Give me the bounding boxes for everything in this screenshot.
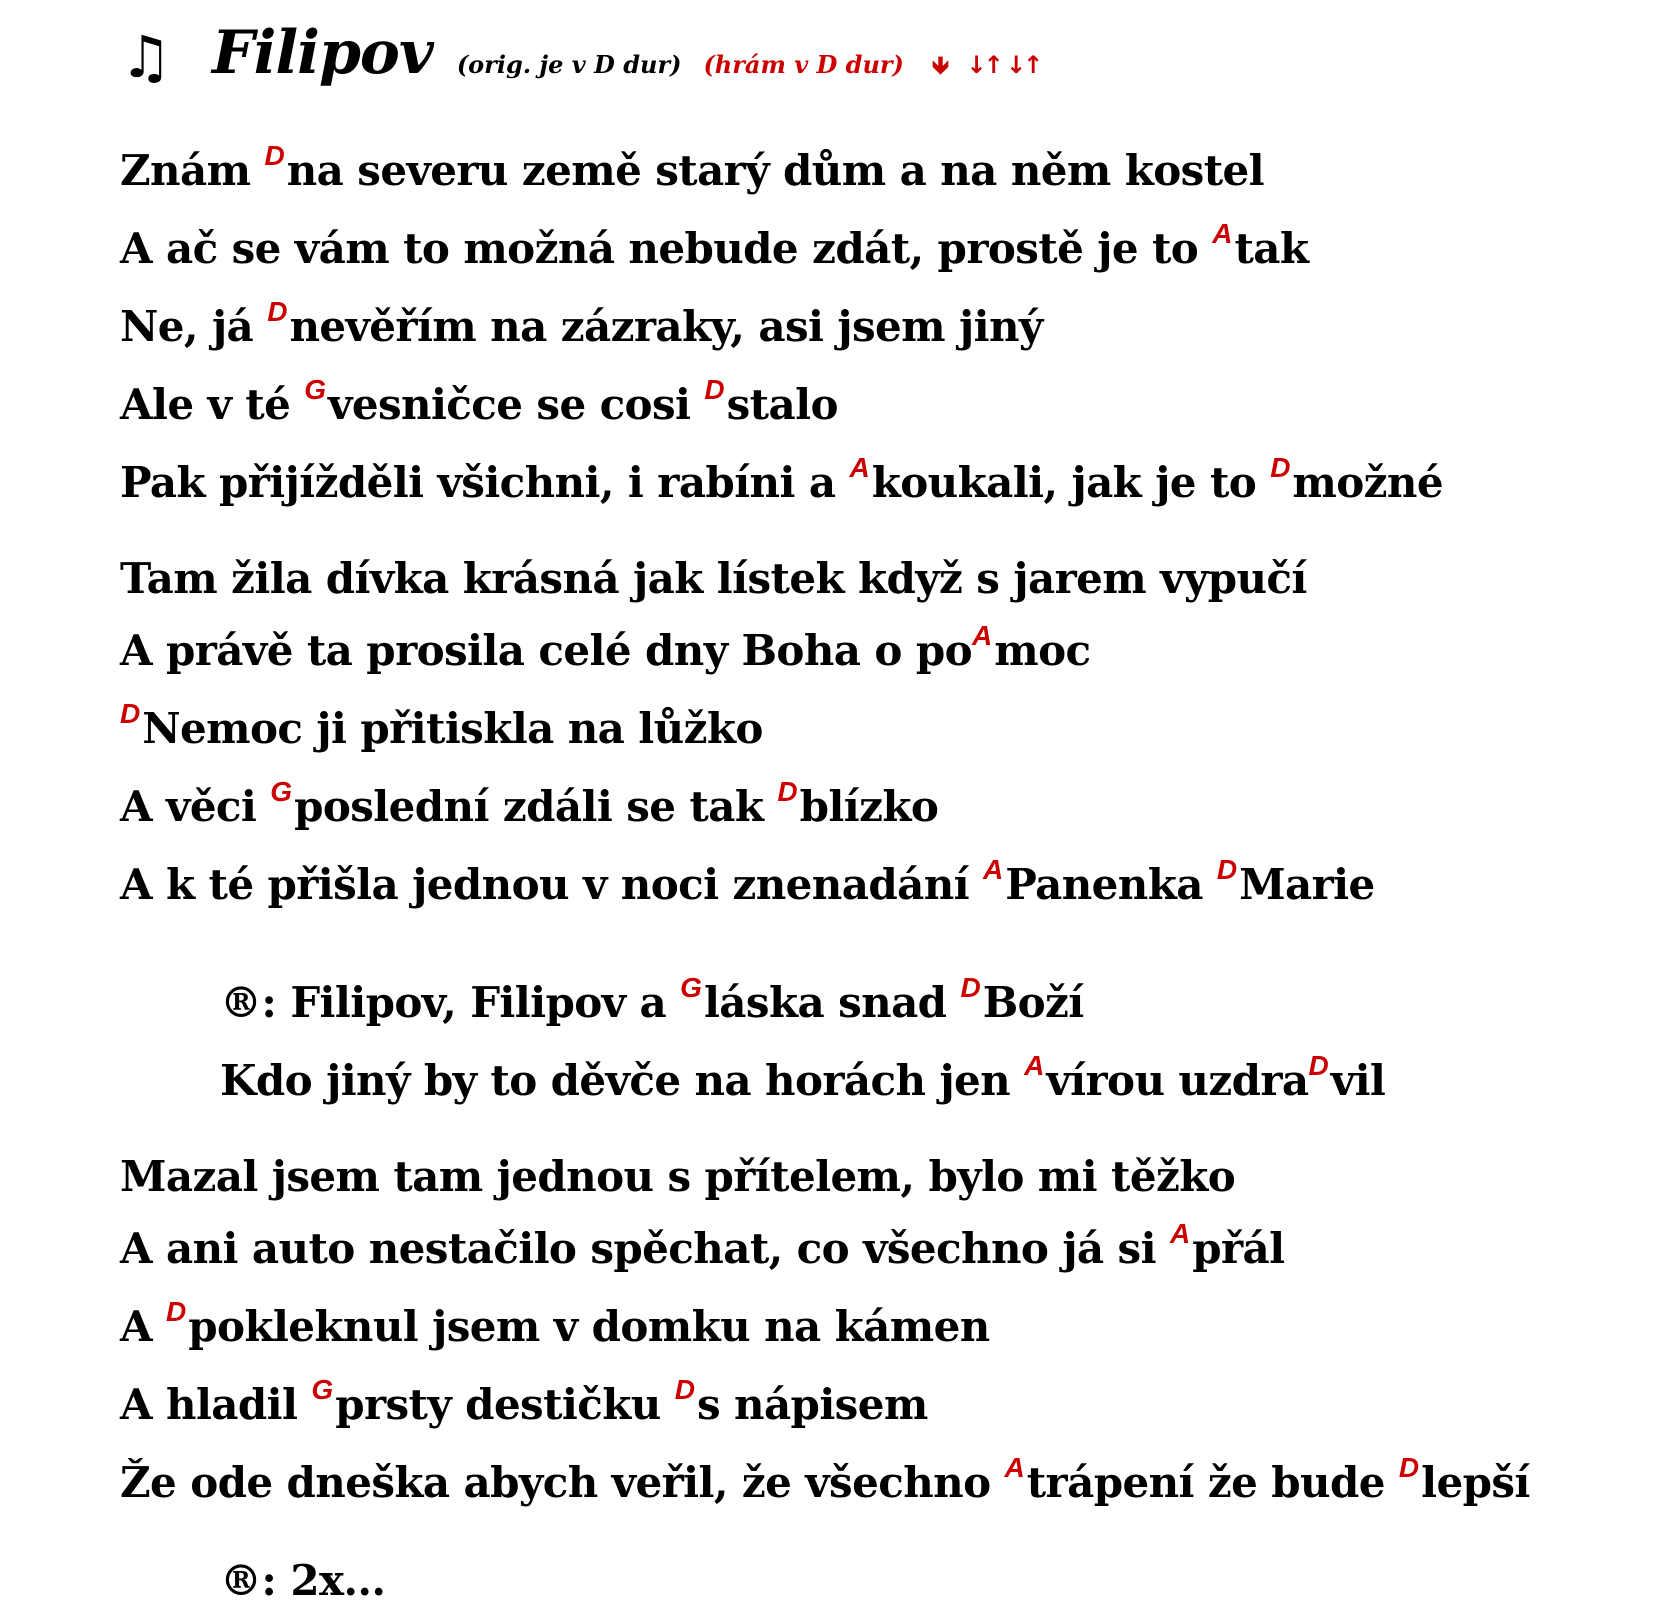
chord-symbol: A [849,452,870,483]
lyric-text: Marie [1239,860,1375,909]
lyric-line [120,776,939,831]
lyric-text: A ač se vám to možná nebude zdát, prostě je to [120,224,1213,273]
strum-arrows-icon: ↓↑ [1006,51,1041,79]
chord-symbol: A [972,620,993,651]
lyric-text: vírou uzdra [1046,1056,1309,1105]
lyric-text: Boží [982,978,1084,1027]
lyric-text: Mazal jsem tam jednou s přítelem, bylo mi těžko [120,1152,1236,1201]
lyric-text: stalo [726,380,838,429]
lyric-line [120,374,838,429]
lyric-text: přál [1192,1224,1285,1273]
chord-symbol: A [983,854,1004,885]
chord-symbol: D [1308,1050,1329,1081]
lyric-line [120,1152,1236,1201]
chord-symbol: D [674,1374,695,1405]
lyric-line [120,698,763,753]
lyric-text: A právě ta prosila celé dny Boha o po [120,626,973,675]
lyric-line [120,554,1307,603]
lyric-text: nevěřím na zázraky, asi jsem jiný [289,302,1043,351]
lyric-text: Tam žila dívka krásná jak lístek když s jarem vypučí [120,554,1307,603]
chord-symbol: G [304,374,327,405]
lyric-line [120,620,1091,675]
chord-symbol: D [1216,854,1238,885]
chorus-repeat-line [220,1556,386,1605]
chord-symbol: D [166,1296,187,1327]
chord-symbol: D [1398,1452,1420,1483]
chord-symbol: G [680,972,702,1003]
chord-symbol: D [120,698,141,729]
lyric-line [120,140,1264,195]
lyric-line [120,218,1309,273]
strum-arrow-icon: 🡻 [931,51,950,79]
chord-symbol: A [1024,1050,1045,1081]
lyric-text: A věci [120,782,271,831]
lyric-text: Nemoc ji přitiskla na lůžko [142,704,763,753]
lyric-text: na severu země starý dům a na něm kostel [286,146,1264,195]
lyric-text: ®: Filipov, Filipov a [220,978,681,1027]
lyric-text: trápení že bude [1026,1458,1399,1507]
lyric-text: vesničce se cosi [328,380,705,429]
lyric-text: Ale v té [120,380,305,429]
original-key: (orig. je v D dur) [456,50,682,79]
lyric-text: blízko [799,782,939,831]
song-title: Filipov [212,18,433,88]
lyric-line [120,1452,1530,1507]
lyric-line [120,1296,990,1351]
lyric-text: ®: 2x... [220,1556,386,1605]
lyric-text: A hladil [120,1380,312,1429]
lyric-text: Že ode dneška abych veřil, že všechno [120,1458,1005,1507]
lyric-line [120,452,1443,507]
lyric-text: A [120,1302,167,1351]
lyric-text: Pak přijížděli všichni, i rabíni a [120,458,850,507]
chord-symbol: D [960,972,981,1003]
lyric-text: Znám [120,146,265,195]
strum-arrows-icon: ↓↑ [966,51,1001,79]
lyric-text: Ne, já [120,302,268,351]
lyric-text: prsty destičku [335,1380,675,1429]
lyric-text: Kdo jiný by to děvče na horách jen [220,1056,1025,1105]
lyric-text: lepší [1421,1458,1530,1507]
music-note-icon: ♫ [120,23,172,91]
chord-symbol: G [270,776,293,807]
lyric-text: možné [1292,458,1443,507]
chord-symbol: G [311,1374,334,1405]
lyric-line [120,1218,1285,1273]
playing-key: (hrám v D dur) [703,50,904,79]
lyric-text: moc [994,626,1091,675]
lyric-text: koukali, jak je to [871,458,1271,507]
chord-symbol: D [1270,452,1291,483]
lyric-text: láska snad [703,978,961,1027]
lyric-line [120,854,1375,909]
chord-symbol: A [1169,1218,1191,1249]
lyric-text: vil [1330,1056,1386,1105]
chord-symbol: D [704,374,725,405]
lyric-line [120,1374,928,1429]
chord-symbol: D [777,776,798,807]
song-header [120,18,1040,89]
chord-symbol: A [1004,1452,1025,1483]
lyric-text: poslední zdáli se tak [294,782,778,831]
chord-symbol: A [1212,218,1233,249]
lyric-line [120,296,1043,351]
lyric-text: s nápisem [696,1380,928,1429]
lyric-text: A ani auto nestačilo spěchat, co všechno já si [120,1224,1170,1273]
lyric-text: A k té přišla jednou v noci znenadání [120,860,984,909]
chorus-line [220,972,1084,1027]
chord-symbol: D [267,296,288,327]
lyric-text: pokleknul jsem v domku na kámen [188,1302,990,1351]
lyric-text: Panenka [1005,860,1217,909]
strumming-pattern [932,48,1040,89]
chorus-line [220,1050,1386,1105]
lyric-text: tak [1234,224,1309,273]
chord-symbol: D [264,140,285,171]
